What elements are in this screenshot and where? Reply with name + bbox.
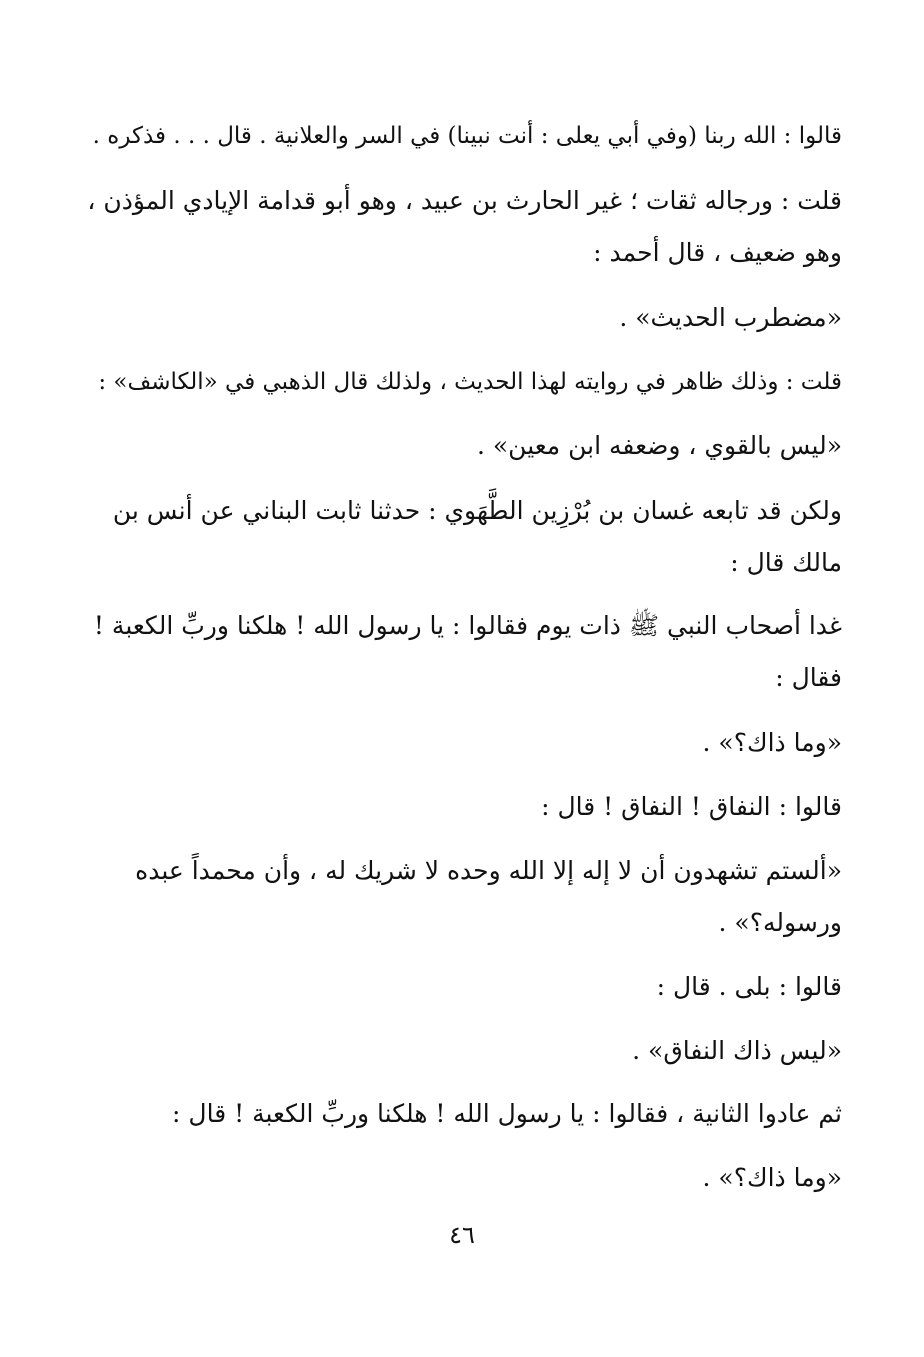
paragraph-4 [98,356,842,408]
paragraph-11 [102,961,842,1013]
text-line: قلت : ورجاله ثقات ؛ غير الحارث بن عبيد ، وهو أبو قدامة الإيادي المؤذن ، [87,186,842,215]
paragraph-2 [87,175,842,279]
paragraph-9 [102,781,842,833]
paragraph-3 [102,292,842,344]
paragraph-12 [102,1025,842,1077]
text-line: ولكن قد تابعه غسان بن بُرْزِين الطَّهَوي : حدثنا ثابت البناني عن أنس بن [112,496,842,525]
paragraph-6 [102,485,842,589]
text-line: مالك قال : [730,548,842,577]
text-line: قلت : وذلك ظاهر في روايته لهذا الحديث ، ولذلك قال الذهبي في «الكاشف» : [98,369,842,395]
text-line: «مضطرب الحديث» . [619,303,842,332]
paragraph-7 [93,600,842,704]
paragraph-5 [102,420,842,472]
text-line: ثم عادوا الثانية ، فقالوا : يا رسول الله ! هلكنا وربِّ الكعبة ! قال : [172,1099,842,1128]
text-line: قالوا : الله ربنا (وفي أبي يعلى : أنت نبينا) في السر والعلانية . قال . . . فذكره . [92,123,842,149]
text-line: غدا أصحاب النبي ﷺ ذات يوم فقالوا : يا رسول الله ! هلكنا وربِّ الكعبة ! [93,611,842,640]
text-line: قالوا : النفاق ! النفاق ! قال : [541,792,842,821]
text-line: «وما ذاك؟» . [702,1163,842,1192]
text-line: قالوا : بلى . قال : [656,972,842,1001]
paragraph-8 [102,717,842,769]
text-line: ورسوله؟» . [718,908,842,937]
text-line: «ألستم تشهدون أن لا إله إلا الله وحده لا شريك له ، وأن محمداً عبده [135,856,842,885]
text-line: «ليس بالقوي ، وضعفه ابن معين» . [476,431,842,460]
paragraph-10 [102,845,842,949]
text-line: «وما ذاك؟» . [702,728,842,757]
text-line: «ليس ذاك النفاق» . [632,1036,842,1065]
page-number: ٤٦ [449,1221,475,1249]
paragraph-1 [92,110,842,162]
paragraph-13 [102,1088,842,1140]
text-line: وهو ضعيف ، قال أحمد : [593,238,842,267]
text-line: فقال : [775,663,842,692]
paragraph-14 [102,1152,842,1204]
